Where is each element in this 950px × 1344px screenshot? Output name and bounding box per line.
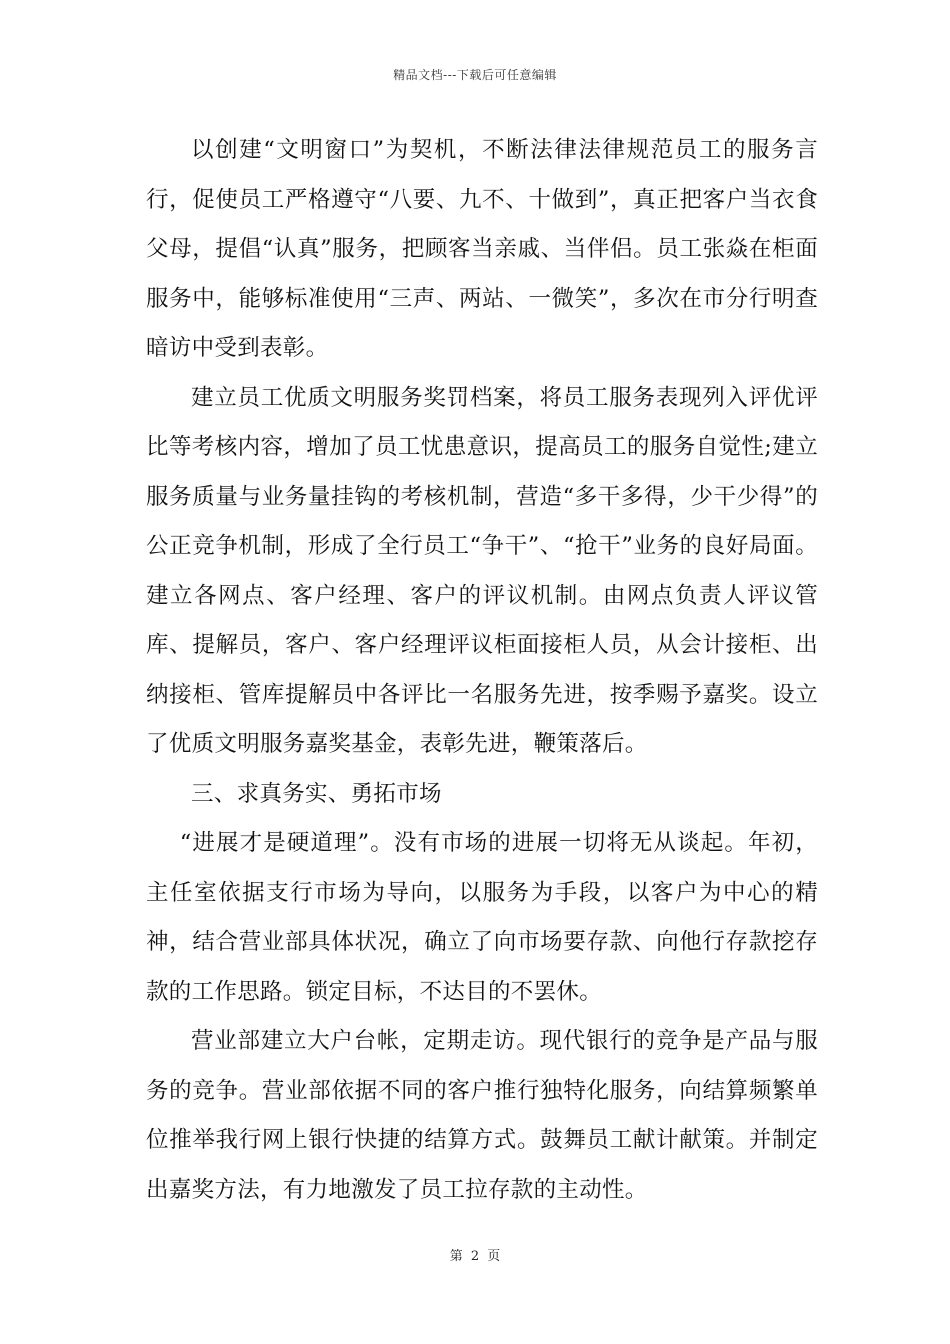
page-number: 2 [470, 1249, 480, 1264]
section-heading-market: 三、求真务实、勇拓市场 [191, 780, 442, 807]
paragraph-large-accounts: 营业部建立大户台帐，定期走访。现代银行的竞争是产品与服务的竞争。营业部依据不同的客户推行独特化服务，向结算频繁单位推举我行网上银行快捷的结算方式。鼓舞员工献计献策。并制定出嘉奖方法，有力地激发了员工拉存款的主动性。 [146, 1028, 818, 1203]
page-number-suffix: 页 [487, 1249, 501, 1264]
page-header: 精品文档---下载后可任意编辑 [393, 68, 557, 82]
page-number-prefix: 第 [449, 1249, 463, 1264]
paragraph-civilized-window: 以创建“文明窗口”为契机，不断法律法律规范员工的服务言行，促使员工严格遵守“八要、九不、十做到”，真正把客户当衣食父母，提倡“认真”服务，把顾客当亲戚、当伴侣。员工张焱在柜面服务中，能够标准使用“三声、两站、一微笑”，多次在市分行明查暗访中受到表彰。 [146, 137, 818, 361]
paragraph-development: “进展才是硬道理”。没有市场的进展一切将无从谈起。年初，主任室依据支行市场为导向，以服务为手段，以客户为中心的精神，结合营业部具体状况，确立了向市场要存款、向他行存款挖存款的工作思路。锁定目标，不达目的不罢休。 [146, 830, 818, 1005]
page-footer [0, 1245, 950, 1264]
paragraph-service-records: 建立员工优质文明服务奖罚档案，将员工服务表现列入评优评比等考核内容，增加了员工忧患意识，提高员工的服务自觉性;建立服务质量与业务量挂钩的考核机制，营造“多干多得，少干少得”的公正竞争机制，形成了全行员工“争干”、“抢干”业务的良好局面。建立各网点、客户经理、客户的评议机制。由网点负责人评议管库、提解员，客户、客户经理评议柜面接柜人员，从会计接柜、出纳接柜、管库提解员中各评比一名服务先进，按季赐予嘉奖。设立了优质文明服务嘉奖基金，表彰先进，鞭策落后。 [146, 384, 818, 757]
document-body [146, 126, 818, 1215]
